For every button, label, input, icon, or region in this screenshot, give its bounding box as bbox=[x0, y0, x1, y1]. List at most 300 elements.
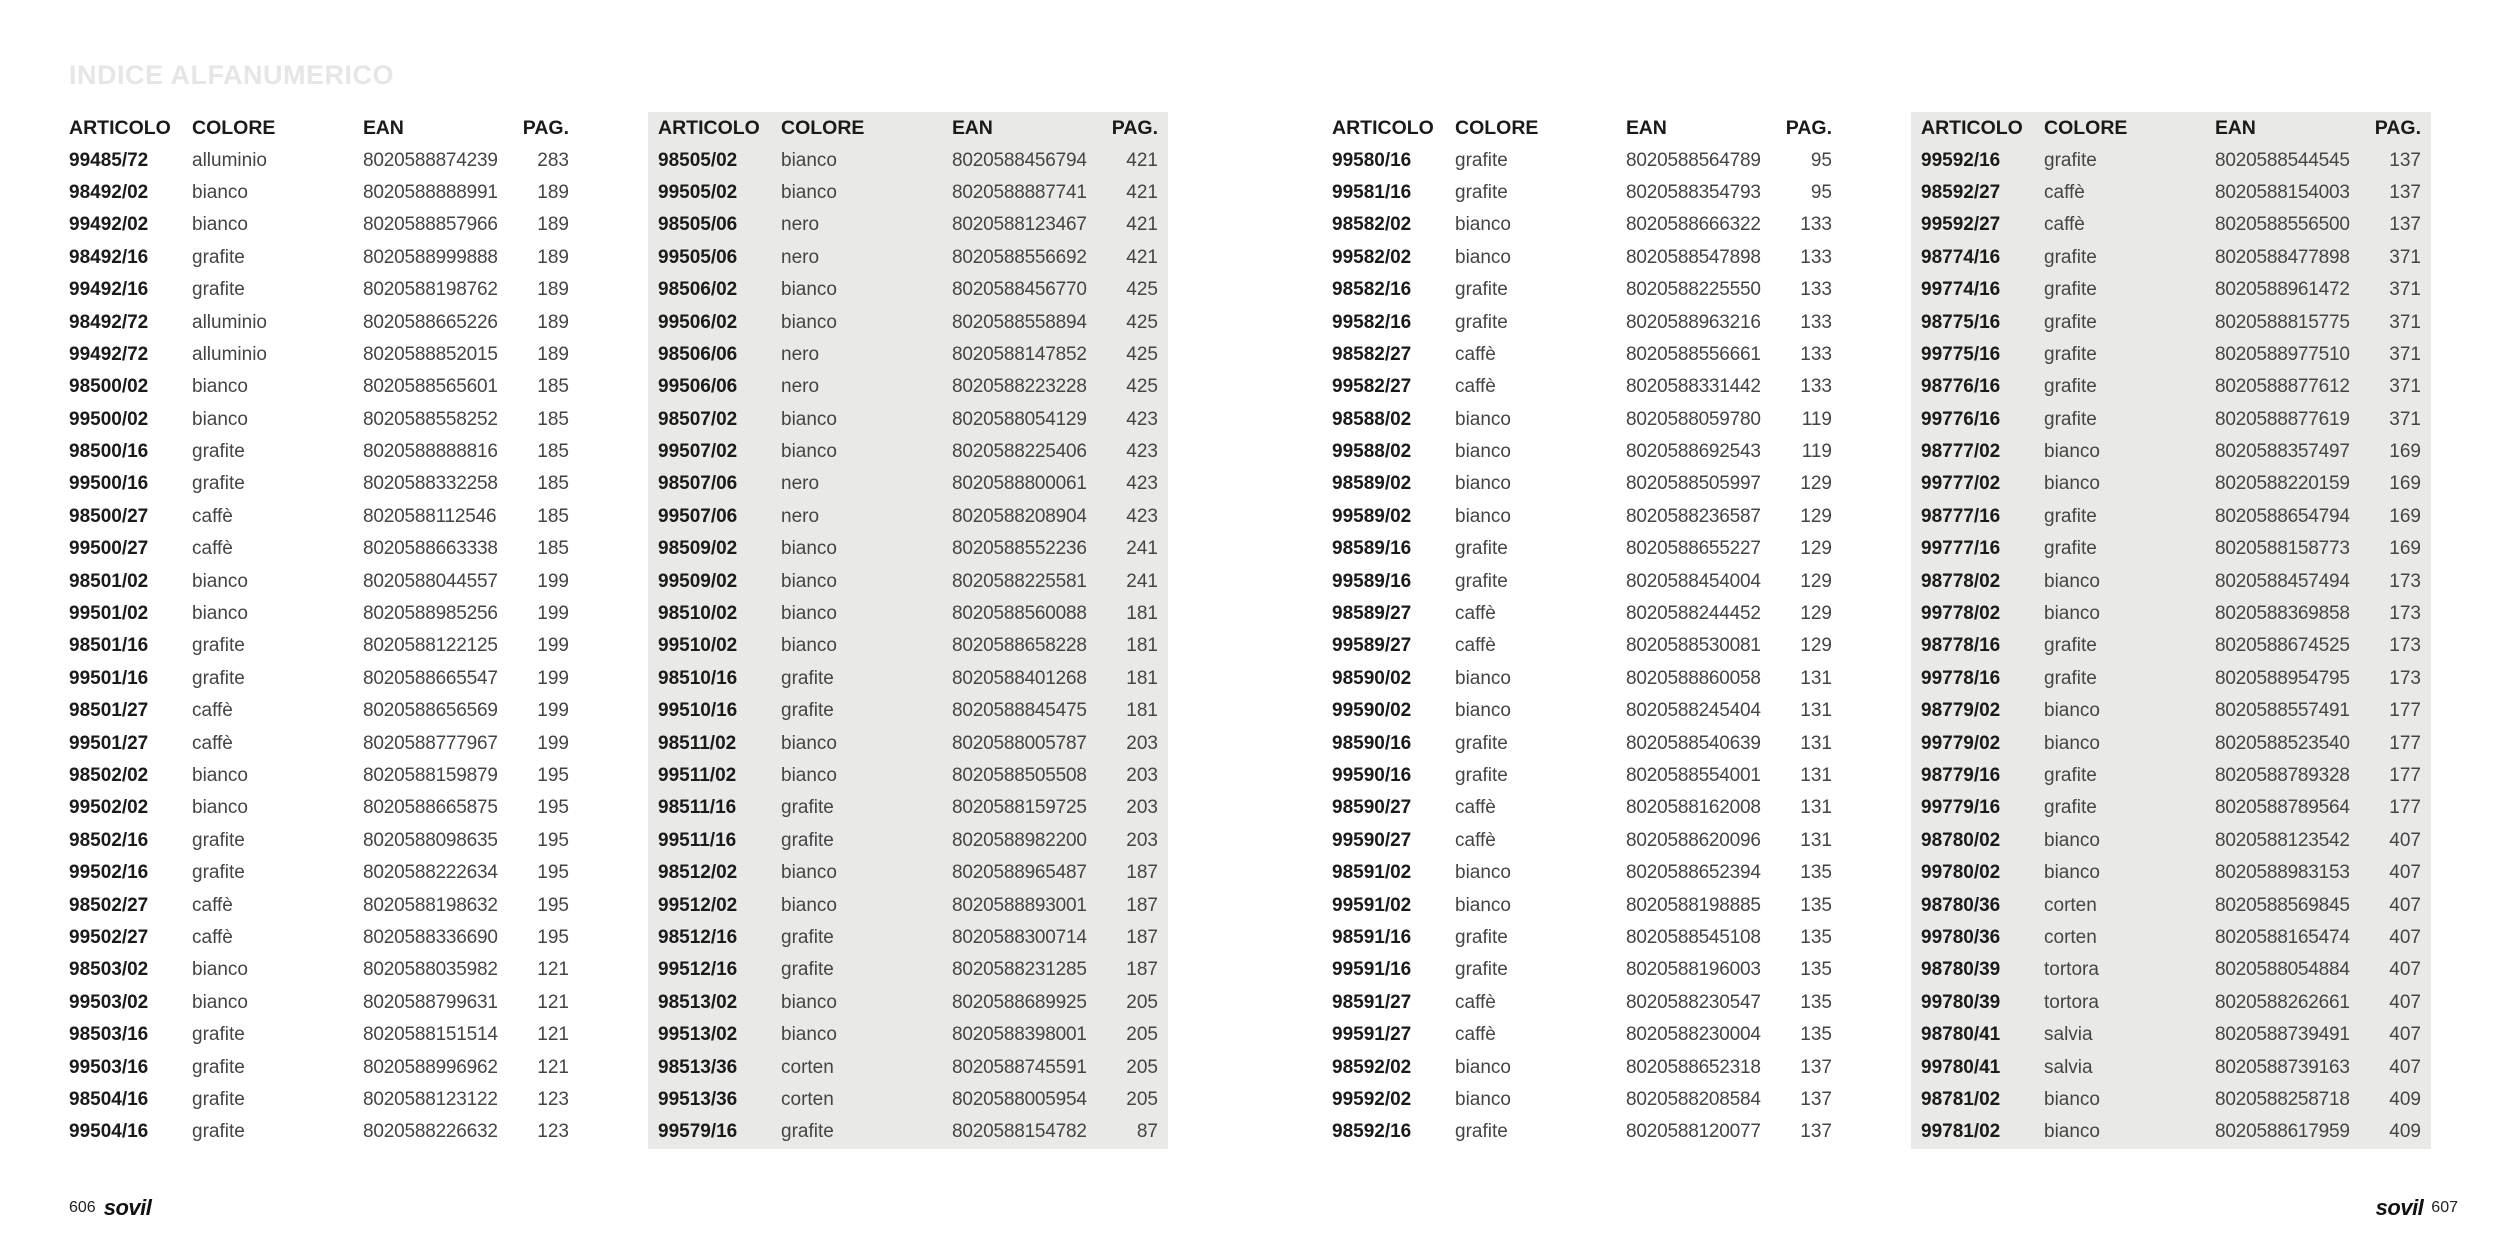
cell-articolo: 99589/27 bbox=[1332, 635, 1412, 657]
cell-pag: 185 bbox=[537, 538, 569, 560]
cell-ean: 8020588800061 bbox=[952, 473, 1087, 495]
cell-pag: 195 bbox=[537, 765, 569, 786]
cell-pag: 177 bbox=[2389, 797, 2421, 819]
cell-articolo: 99501/27 bbox=[69, 732, 149, 754]
cell-ean: 8020588977510 bbox=[2215, 343, 2350, 365]
cell-colore: nero bbox=[781, 246, 820, 268]
cell-colore: grafite bbox=[2044, 538, 2097, 560]
page-number-right: 607 bbox=[2431, 1199, 2458, 1216]
table-row bbox=[59, 825, 579, 857]
cell-pag: 205 bbox=[1126, 991, 1158, 1013]
cell-articolo: 98775/16 bbox=[1921, 311, 2001, 333]
table-header bbox=[1911, 112, 2431, 144]
cell-ean: 8020588656569 bbox=[363, 700, 498, 722]
table-row bbox=[648, 760, 1168, 792]
cell-ean: 8020588544545 bbox=[2215, 149, 2350, 171]
cell-articolo: 99507/02 bbox=[658, 441, 738, 463]
table-row bbox=[1911, 825, 2431, 857]
cell-ean: 8020588196003 bbox=[1626, 959, 1761, 981]
cell-pag: 135 bbox=[1800, 894, 1832, 916]
cell-ean: 8020588852015 bbox=[363, 343, 498, 365]
cell-articolo: 98500/02 bbox=[69, 376, 149, 398]
cell-colore: bianco bbox=[1455, 667, 1511, 689]
cell-colore: bianco bbox=[192, 765, 248, 786]
table-row bbox=[59, 209, 579, 241]
cell-pag: 189 bbox=[537, 214, 569, 236]
cell-articolo: 99505/06 bbox=[658, 246, 738, 268]
cell-colore: grafite bbox=[1455, 570, 1508, 592]
cell-ean: 8020588620096 bbox=[1626, 829, 1761, 851]
table-row bbox=[59, 242, 579, 274]
cell-pag: 169 bbox=[2389, 441, 2421, 463]
cell-articolo: 98492/02 bbox=[69, 181, 149, 203]
cell-colore: grafite bbox=[1455, 926, 1508, 948]
cell-ean: 8020588231285 bbox=[952, 959, 1087, 981]
cell-articolo: 98590/02 bbox=[1332, 667, 1412, 689]
header-articolo: ARTICOLO bbox=[1332, 116, 1434, 139]
header-ean: EAN bbox=[1626, 116, 1667, 139]
cell-pag: 129 bbox=[1800, 635, 1832, 657]
cell-ean: 8020588665547 bbox=[363, 667, 498, 689]
table-row bbox=[1911, 274, 2431, 306]
cell-pag: 185 bbox=[537, 408, 569, 430]
cell-colore: bianco bbox=[192, 959, 248, 981]
cell-colore: grafite bbox=[2044, 505, 2097, 527]
cell-articolo: 98512/02 bbox=[658, 862, 738, 884]
cell-ean: 8020588887741 bbox=[952, 181, 1087, 203]
cell-pag: 371 bbox=[2389, 408, 2421, 430]
cell-pag: 189 bbox=[537, 246, 569, 268]
table-row bbox=[648, 987, 1168, 1019]
cell-ean: 8020588739163 bbox=[2215, 1056, 2350, 1078]
cell-pag: 199 bbox=[537, 732, 569, 754]
table-row bbox=[59, 987, 579, 1019]
cell-articolo: 98778/16 bbox=[1921, 635, 2001, 657]
cell-ean: 8020588665875 bbox=[363, 797, 498, 819]
cell-ean: 8020588225581 bbox=[952, 570, 1087, 592]
cell-pag: 203 bbox=[1126, 732, 1158, 754]
table-row bbox=[1322, 1019, 1842, 1051]
cell-articolo: 99502/16 bbox=[69, 862, 149, 884]
cell-pag: 173 bbox=[2389, 667, 2421, 689]
table-row bbox=[1911, 1084, 2431, 1116]
cell-ean: 8020588996962 bbox=[363, 1056, 498, 1078]
footer-left bbox=[69, 1195, 151, 1221]
cell-ean: 8020588815775 bbox=[2215, 311, 2350, 333]
cell-articolo: 98582/16 bbox=[1332, 279, 1412, 301]
cell-ean: 8020588300714 bbox=[952, 926, 1087, 948]
cell-ean: 8020588652318 bbox=[1626, 1056, 1761, 1078]
cell-ean: 8020588154782 bbox=[952, 1121, 1087, 1143]
cell-articolo: 98582/27 bbox=[1332, 343, 1412, 365]
cell-pag: 203 bbox=[1126, 765, 1158, 786]
cell-pag: 205 bbox=[1126, 1024, 1158, 1046]
cell-colore: bianco bbox=[781, 538, 837, 560]
cell-articolo: 98779/16 bbox=[1921, 765, 2001, 786]
header-ean: EAN bbox=[2215, 116, 2256, 139]
cell-colore: caffè bbox=[192, 538, 233, 560]
cell-ean: 8020588336690 bbox=[363, 926, 498, 948]
cell-colore: bianco bbox=[192, 214, 248, 236]
cell-ean: 8020588054884 bbox=[2215, 959, 2350, 981]
header-colore: COLORE bbox=[192, 116, 276, 139]
cell-ean: 8020588158773 bbox=[2215, 538, 2350, 560]
table-row bbox=[59, 630, 579, 662]
cell-ean: 8020588564789 bbox=[1626, 149, 1761, 171]
table-row bbox=[59, 274, 579, 306]
cell-pag: 371 bbox=[2389, 279, 2421, 301]
cell-articolo: 99501/16 bbox=[69, 667, 149, 689]
table-row bbox=[1911, 468, 2431, 500]
cell-articolo: 99501/02 bbox=[69, 603, 149, 625]
footer-right bbox=[2376, 1195, 2458, 1221]
cell-ean: 8020588332258 bbox=[363, 473, 498, 495]
cell-colore: salvia bbox=[2044, 1024, 2093, 1046]
table-row bbox=[59, 663, 579, 695]
cell-pag: 131 bbox=[1800, 797, 1832, 819]
cell-colore: bianco bbox=[781, 441, 837, 463]
cell-colore: bianco bbox=[192, 408, 248, 430]
cell-ean: 8020588523540 bbox=[2215, 732, 2350, 754]
cell-pag: 199 bbox=[537, 635, 569, 657]
cell-colore: grafite bbox=[1455, 181, 1508, 203]
table-row bbox=[1911, 177, 2431, 209]
cell-pag: 129 bbox=[1800, 538, 1832, 560]
cell-colore: bianco bbox=[1455, 246, 1511, 268]
cell-pag: 421 bbox=[1126, 246, 1158, 268]
cell-ean: 8020588044557 bbox=[363, 570, 498, 592]
table-row bbox=[1911, 792, 2431, 824]
cell-pag: 195 bbox=[537, 797, 569, 819]
cell-pag: 121 bbox=[537, 991, 569, 1013]
cell-pag: 133 bbox=[1800, 376, 1832, 398]
cell-pag: 129 bbox=[1800, 570, 1832, 592]
cell-ean: 8020588454004 bbox=[1626, 570, 1761, 592]
cell-pag: 181 bbox=[1126, 603, 1158, 625]
cell-ean: 8020588398001 bbox=[952, 1024, 1087, 1046]
table-row bbox=[1322, 760, 1842, 792]
cell-ean: 8020588230004 bbox=[1626, 1024, 1761, 1046]
table-row bbox=[59, 404, 579, 436]
cell-pag: 135 bbox=[1800, 926, 1832, 948]
cell-colore: nero bbox=[781, 505, 820, 527]
cell-colore: grafite bbox=[192, 829, 245, 851]
table-row bbox=[1322, 274, 1842, 306]
cell-pag: 131 bbox=[1800, 700, 1832, 722]
cell-pag: 121 bbox=[537, 959, 569, 981]
cell-colore: grafite bbox=[781, 829, 834, 851]
cell-pag: 119 bbox=[1801, 441, 1832, 463]
cell-colore: bianco bbox=[2044, 829, 2100, 851]
cell-pag: 129 bbox=[1800, 473, 1832, 495]
cell-pag: 131 bbox=[1800, 667, 1832, 689]
cell-pag: 133 bbox=[1800, 246, 1832, 268]
cell-ean: 8020588985256 bbox=[363, 603, 498, 625]
cell-articolo: 99511/16 bbox=[658, 829, 737, 851]
cell-ean: 8020588857966 bbox=[363, 214, 498, 236]
table-row bbox=[1911, 209, 2431, 241]
table-row bbox=[1911, 695, 2431, 727]
cell-colore: bianco bbox=[192, 181, 248, 203]
table-row bbox=[59, 306, 579, 338]
table-row bbox=[1911, 1116, 2431, 1148]
cell-colore: bianco bbox=[2044, 732, 2100, 754]
table-row bbox=[1322, 533, 1842, 565]
header-articolo: ARTICOLO bbox=[1921, 116, 2023, 139]
cell-ean: 8020588098635 bbox=[363, 829, 498, 851]
cell-colore: bianco bbox=[781, 570, 837, 592]
cell-articolo: 98589/16 bbox=[1332, 538, 1412, 560]
cell-ean: 8020588652394 bbox=[1626, 862, 1761, 884]
cell-pag: 137 bbox=[1800, 1121, 1832, 1143]
cell-articolo: 99582/02 bbox=[1332, 246, 1412, 268]
cell-ean: 8020588230547 bbox=[1626, 991, 1761, 1013]
cell-colore: grafite bbox=[192, 473, 245, 495]
cell-colore: bianco bbox=[781, 765, 837, 786]
cell-pag: 121 bbox=[537, 1056, 569, 1078]
cell-ean: 8020588658228 bbox=[952, 635, 1087, 657]
cell-articolo: 98509/02 bbox=[658, 538, 738, 560]
cell-articolo: 98492/72 bbox=[69, 311, 149, 333]
cell-pag: 205 bbox=[1126, 1056, 1158, 1078]
cell-articolo: 99778/16 bbox=[1921, 667, 2001, 689]
cell-colore: alluminio bbox=[192, 149, 267, 171]
cell-colore: tortora bbox=[2044, 959, 2099, 981]
cell-ean: 8020588505997 bbox=[1626, 473, 1761, 495]
cell-ean: 8020588456794 bbox=[952, 149, 1087, 171]
table-row bbox=[648, 436, 1168, 468]
header-colore: COLORE bbox=[1455, 116, 1539, 139]
cell-articolo: 99492/72 bbox=[69, 343, 149, 365]
table-row bbox=[1911, 533, 2431, 565]
cell-pag: 187 bbox=[1126, 926, 1158, 948]
cell-articolo: 99589/16 bbox=[1332, 570, 1412, 592]
header-ean: EAN bbox=[363, 116, 404, 139]
cell-ean: 8020588877612 bbox=[2215, 376, 2350, 398]
cell-ean: 8020588692543 bbox=[1626, 441, 1761, 463]
cell-articolo: 99510/02 bbox=[658, 635, 738, 657]
cell-articolo: 98591/27 bbox=[1332, 991, 1412, 1013]
page-title: INDICE ALFANUMERICO bbox=[69, 60, 394, 90]
table-row bbox=[59, 857, 579, 889]
sovil-logo-icon bbox=[104, 1195, 152, 1221]
cell-articolo: 99590/27 bbox=[1332, 829, 1412, 851]
cell-colore: bianco bbox=[1455, 700, 1511, 722]
cell-pag: 195 bbox=[537, 894, 569, 916]
table-row bbox=[1911, 144, 2431, 176]
cell-colore: tortora bbox=[2044, 991, 2099, 1013]
cell-pag: 133 bbox=[1800, 343, 1832, 365]
cell-ean: 8020588556692 bbox=[952, 246, 1087, 268]
cell-ean: 8020588123122 bbox=[363, 1088, 498, 1110]
cell-pag: 137 bbox=[1800, 1056, 1832, 1078]
table-row bbox=[59, 792, 579, 824]
cell-articolo: 98592/27 bbox=[1921, 181, 2001, 203]
cell-ean: 8020588617959 bbox=[2215, 1121, 2350, 1143]
cell-pag: 423 bbox=[1126, 473, 1158, 495]
cell-articolo: 98501/27 bbox=[69, 700, 149, 722]
cell-ean: 8020588123542 bbox=[2215, 829, 2350, 851]
cell-ean: 8020588357497 bbox=[2215, 441, 2350, 463]
cell-articolo: 98780/41 bbox=[1921, 1024, 2001, 1046]
cell-colore: grafite bbox=[1455, 149, 1508, 171]
cell-colore: bianco bbox=[781, 991, 837, 1013]
cell-ean: 8020588225406 bbox=[952, 441, 1087, 463]
cell-colore: corten bbox=[781, 1056, 834, 1078]
cell-ean: 8020588159725 bbox=[952, 797, 1087, 819]
cell-ean: 8020588874239 bbox=[363, 149, 498, 171]
cell-ean: 8020588893001 bbox=[952, 894, 1087, 916]
cell-pag: 187 bbox=[1126, 959, 1158, 981]
cell-colore: grafite bbox=[192, 441, 245, 463]
cell-colore: caffè bbox=[2044, 181, 2085, 203]
cell-colore: nero bbox=[781, 214, 820, 236]
cell-pag: 177 bbox=[2389, 732, 2421, 754]
index-table-1 bbox=[59, 112, 579, 1149]
cell-ean: 8020588666322 bbox=[1626, 214, 1761, 236]
cell-pag: 135 bbox=[1800, 959, 1832, 981]
cell-articolo: 98589/27 bbox=[1332, 603, 1412, 625]
table-row bbox=[59, 565, 579, 597]
cell-ean: 8020588845475 bbox=[952, 700, 1087, 722]
table-row bbox=[648, 663, 1168, 695]
table-row bbox=[648, 954, 1168, 986]
cell-pag: 407 bbox=[2389, 862, 2421, 884]
table-row bbox=[1322, 468, 1842, 500]
cell-colore: bianco bbox=[781, 862, 837, 884]
cell-colore: grafite bbox=[2044, 797, 2097, 819]
cell-colore: salvia bbox=[2044, 1056, 2093, 1078]
cell-articolo: 98780/02 bbox=[1921, 829, 2001, 851]
cell-colore: bianco bbox=[192, 797, 248, 819]
cell-pag: 185 bbox=[537, 441, 569, 463]
table-row bbox=[1322, 242, 1842, 274]
cell-colore: bianco bbox=[781, 894, 837, 916]
cell-colore: alluminio bbox=[192, 343, 267, 365]
cell-colore: bianco bbox=[781, 635, 837, 657]
table-row bbox=[59, 954, 579, 986]
cell-colore: bianco bbox=[781, 1024, 837, 1046]
cell-articolo: 98589/02 bbox=[1332, 473, 1412, 495]
cell-pag: 421 bbox=[1126, 181, 1158, 203]
cell-ean: 8020588569845 bbox=[2215, 894, 2350, 916]
cell-pag: 371 bbox=[2389, 343, 2421, 365]
table-row bbox=[59, 727, 579, 759]
cell-articolo: 99774/16 bbox=[1921, 279, 2001, 301]
cell-pag: 421 bbox=[1126, 214, 1158, 236]
cell-ean: 8020588477898 bbox=[2215, 246, 2350, 268]
cell-colore: corten bbox=[2044, 894, 2097, 916]
table-row bbox=[1911, 760, 2431, 792]
cell-articolo: 98778/02 bbox=[1921, 570, 2001, 592]
cell-colore: grafite bbox=[781, 926, 834, 948]
cell-pag: 137 bbox=[2389, 181, 2421, 203]
cell-ean: 8020588258718 bbox=[2215, 1088, 2350, 1110]
cell-articolo: 98506/02 bbox=[658, 279, 738, 301]
cell-pag: 181 bbox=[1126, 635, 1158, 657]
table-row bbox=[1322, 371, 1842, 403]
cell-ean: 8020588401268 bbox=[952, 667, 1087, 689]
cell-ean: 8020588558894 bbox=[952, 311, 1087, 333]
cell-colore: bianco bbox=[1455, 473, 1511, 495]
cell-colore: grafite bbox=[192, 1088, 245, 1110]
cell-ean: 8020588540639 bbox=[1626, 732, 1761, 754]
cell-articolo: 98511/16 bbox=[658, 797, 737, 819]
cell-ean: 8020588965487 bbox=[952, 862, 1087, 884]
logo-text: sovil bbox=[103, 1195, 152, 1220]
cell-ean: 8020588674525 bbox=[2215, 635, 2350, 657]
cell-colore: caffè bbox=[2044, 214, 2085, 236]
cell-pag: 95 bbox=[1810, 149, 1832, 171]
cell-ean: 8020588665226 bbox=[363, 311, 498, 333]
cell-articolo: 98582/02 bbox=[1332, 214, 1412, 236]
cell-articolo: 98504/16 bbox=[69, 1088, 149, 1110]
table-row bbox=[1322, 987, 1842, 1019]
cell-articolo: 98780/36 bbox=[1921, 894, 2001, 916]
cell-pag: 203 bbox=[1126, 829, 1158, 851]
table-row bbox=[59, 501, 579, 533]
table-row bbox=[648, 1116, 1168, 1148]
cell-pag: 189 bbox=[537, 279, 569, 301]
cell-articolo: 99590/16 bbox=[1332, 765, 1412, 786]
cell-colore: grafite bbox=[2044, 376, 2097, 398]
table-row bbox=[1911, 954, 2431, 986]
cell-ean: 8020588654794 bbox=[2215, 505, 2350, 527]
cell-pag: 187 bbox=[1126, 894, 1158, 916]
header-pag: PAG. bbox=[1785, 116, 1832, 139]
cell-ean: 8020588545108 bbox=[1626, 926, 1761, 948]
cell-ean: 8020588159879 bbox=[363, 765, 498, 786]
cell-colore: caffè bbox=[192, 505, 233, 527]
cell-ean: 8020588777967 bbox=[363, 732, 498, 754]
cell-colore: grafite bbox=[192, 862, 245, 884]
table-row bbox=[1322, 857, 1842, 889]
cell-articolo: 98777/02 bbox=[1921, 441, 2001, 463]
cell-pag: 129 bbox=[1800, 505, 1832, 527]
cell-articolo: 99500/02 bbox=[69, 408, 149, 430]
cell-ean: 8020588745591 bbox=[952, 1056, 1087, 1078]
cell-articolo: 99513/02 bbox=[658, 1024, 738, 1046]
cell-ean: 8020588547898 bbox=[1626, 246, 1761, 268]
cell-ean: 8020588123467 bbox=[952, 214, 1087, 236]
cell-pag: 241 bbox=[1126, 570, 1158, 592]
table-row bbox=[1911, 1051, 2431, 1083]
table-row bbox=[1911, 727, 2431, 759]
cell-ean: 8020588222634 bbox=[363, 862, 498, 884]
cell-ean: 8020588005954 bbox=[952, 1088, 1087, 1110]
table-row bbox=[59, 177, 579, 209]
cell-ean: 8020588354793 bbox=[1626, 181, 1761, 203]
cell-ean: 8020588208584 bbox=[1626, 1088, 1761, 1110]
cell-articolo: 99775/16 bbox=[1921, 343, 2001, 365]
cell-articolo: 99513/36 bbox=[658, 1088, 738, 1110]
cell-pag: 205 bbox=[1126, 1088, 1158, 1110]
table-row bbox=[1322, 1051, 1842, 1083]
cell-articolo: 99506/02 bbox=[658, 311, 738, 333]
cell-colore: bianco bbox=[781, 603, 837, 625]
cell-ean: 8020588556500 bbox=[2215, 214, 2350, 236]
cell-pag: 371 bbox=[2389, 311, 2421, 333]
cell-articolo: 98776/16 bbox=[1921, 376, 2001, 398]
table-row bbox=[648, 306, 1168, 338]
table-row bbox=[59, 533, 579, 565]
cell-ean: 8020588262661 bbox=[2215, 991, 2350, 1013]
cell-articolo: 99780/41 bbox=[1921, 1056, 2001, 1078]
table-row bbox=[648, 889, 1168, 921]
cell-colore: grafite bbox=[2044, 765, 2097, 786]
cell-pag: 407 bbox=[2389, 894, 2421, 916]
cell-colore: grafite bbox=[192, 667, 245, 689]
